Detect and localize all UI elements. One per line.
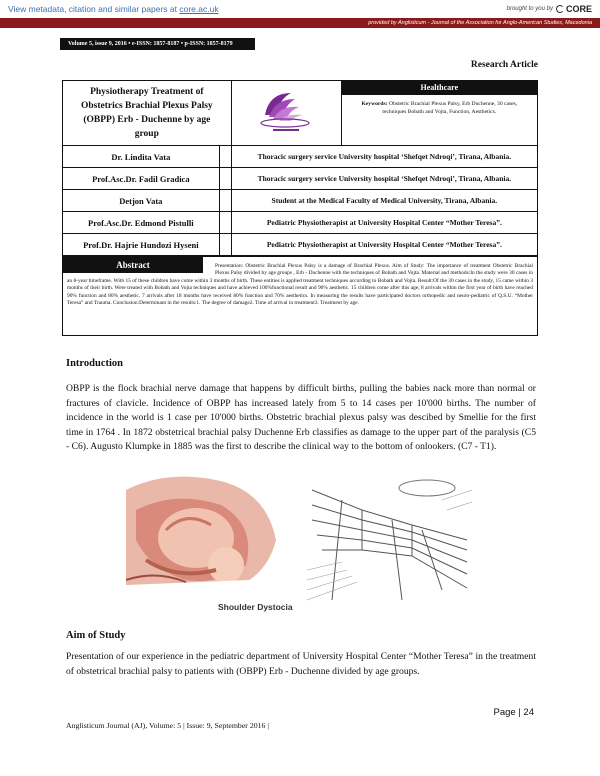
aim-heading: Aim of Study bbox=[66, 630, 126, 641]
author-name: Prof.Dr. Hajrie Hundozi Hyseni bbox=[63, 234, 220, 256]
abstract-label: Abstract bbox=[63, 257, 203, 273]
core-metadata-notice bbox=[8, 4, 219, 14]
keywords bbox=[342, 95, 537, 122]
core-banner bbox=[0, 0, 600, 18]
core-link[interactable]: core.ac.uk bbox=[179, 4, 219, 14]
brought-by-text: brought to you by bbox=[506, 6, 553, 12]
author-affiliation: Pediatric Physiotherapist at University Hospital Center “Mother Teresa”. bbox=[231, 234, 537, 256]
author-affiliation: Student at the Medical Faculty of Medical University, Tirana, Albania. bbox=[231, 190, 537, 212]
article-header-table bbox=[62, 80, 538, 256]
field-label: Healthcare bbox=[342, 81, 537, 95]
author-separator bbox=[219, 146, 231, 168]
core-brand bbox=[507, 4, 592, 14]
journal-logo bbox=[231, 81, 341, 146]
introduction-text: OBPP is the flock brachial nerve damage that happens by difficult births, pulling the babies nack more than normal or fractures of clavicle. Incidence of OBPP has increased lately from 5 to 14 cases per 10'000 births. The number of incidence in the world is 1 case per 10'000 births. Obstetric brachial plexus palsy was descibed by Smellie for the first time in 1764 . In 1872 obstetrical brachial palsy Duchenne Erb classifies as damage to the upper part of the paralysis (C5 - C6). Augusto Klumpke in 1885 was the first to describe the clinical way to the bottom of onlookers. (C7 - T1). bbox=[66, 383, 536, 452]
author-affiliation: Pediatric Physiotherapist at University Hospital Center “Mother Teresa”. bbox=[231, 212, 537, 234]
footer-citation: Anglisticum Journal (AJ), Volume: 5 | Issue: 9, September 2016 | bbox=[66, 721, 269, 730]
author-affiliation: Thoracic surgery service University hospital ‘Shefqet Ndroqi’, Tirana, Albania. bbox=[231, 168, 537, 190]
core-logo-icon bbox=[556, 5, 564, 13]
shoulder-dystocia-illustration bbox=[126, 470, 298, 618]
core-metadata-text: View metadata, citation and similar papers at bbox=[8, 4, 180, 14]
birth-illustration-icon bbox=[126, 470, 298, 618]
brachial-plexus-diagram bbox=[302, 470, 477, 618]
author-separator bbox=[219, 212, 231, 234]
author-separator bbox=[219, 190, 231, 212]
figure-caption: Shoulder Dystocia bbox=[218, 602, 293, 612]
author-name: Detjon Vata bbox=[63, 190, 220, 212]
author-separator bbox=[219, 234, 231, 256]
abstract-box bbox=[62, 256, 538, 336]
author-separator bbox=[219, 168, 231, 190]
author-name: Prof.Asc.Dr. Fadil Gradica bbox=[63, 168, 220, 190]
aim-text: Presentation of our experience in the pediatric department of University Hospital Center “Mother Teresa” in the treatment of obstetrical brachial palsy to patients with (OBPP) Erb - Duchenne divided by age groups. bbox=[66, 651, 536, 677]
abstract-text: Presentation: Obstetric Brachial Plexus Palsy is a damage of Brachial Plexus. Aim of Study: The importance of treatment Obstetric Brachial Plexus Palsy divided by age groups , Erb - Duchenne with the techniques of Bobath and Vojta. Material and methods:In the study were 30 cases in an 8-year timeframe. With 15 of these children have come within 3 months of birth. These entities is applied treatment techniques according to Bobath and Vojta. Result:Of the 30 cases in the study, 15 came within 3 months of their birth. Were treated with Bobath and Vojta techniques and have achieved 100%functional result and 90% aesthetic. 15 children come after this age, 8 arrivals within the first year of birth have reached 90% function and 80% aesthetic. 7 arrivals after 18 months have received 80% function and 70% aesthetics. In measuring the results have participated doctors orthopedic and neuro-pediatric of Q.S.U. “Mother Teresa” and Trauma. Conclusion:Determinant in the results:1. The degree of damage2. Time of arrival in treatment3. Treatment by age. bbox=[67, 263, 533, 307]
issue-line: Volume 5, issue 9, 2016 • e-ISSN: 1857-8187 • p-ISSN: 1857-8179 bbox=[60, 38, 255, 50]
keywords-label: Keywords: bbox=[361, 101, 388, 107]
article-title: Physiotherapy Treatment of Obstetrics Brachial Plexus Palsy (OBPP) Erb - Duchenne by age group bbox=[63, 81, 232, 146]
author-name: Prof.Asc.Dr. Edmond Pistulli bbox=[63, 212, 220, 234]
core-logo[interactable] bbox=[556, 4, 592, 14]
nerve-diagram-icon bbox=[302, 470, 477, 618]
author-name: Dr. Lindita Vata bbox=[63, 146, 220, 168]
article-type: Research Article bbox=[470, 60, 538, 70]
logo-emblem-icon bbox=[255, 85, 317, 137]
keywords-cell bbox=[341, 81, 537, 146]
keywords-text: Obstetric Brachial Plexus Palsy, Erb Duchenne, 30 cases, techniques Bobath and Vojta, Function, Aesthetics. bbox=[382, 101, 518, 115]
introduction-heading: Introduction bbox=[66, 358, 123, 369]
core-logo-text: CORE bbox=[565, 4, 592, 14]
provided-by-bar: provided by Anglisticum - Journal of the Association for Anglo-American Studies, Macedonia bbox=[0, 18, 600, 28]
page-number: Page | 24 bbox=[493, 707, 534, 718]
author-affiliation: Thoracic surgery service University hospital ‘Shefqet Ndroqi’, Tirana, Albania. bbox=[231, 146, 537, 168]
